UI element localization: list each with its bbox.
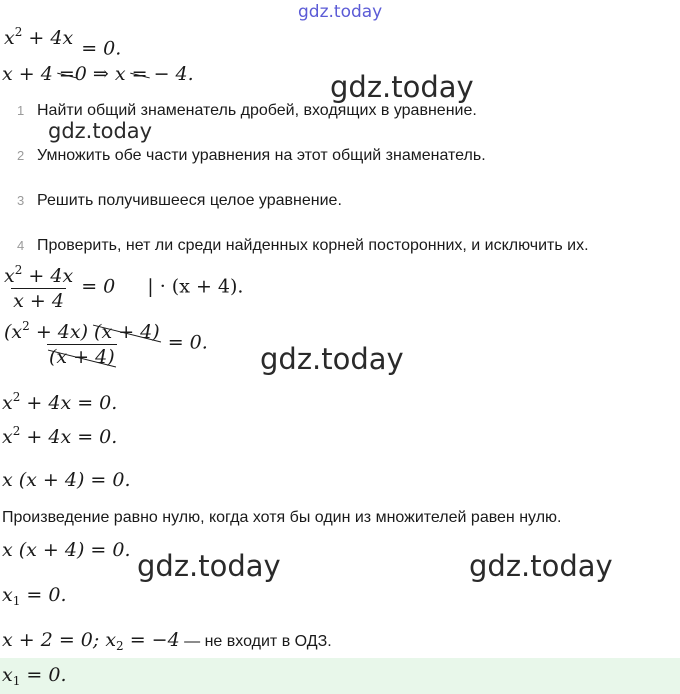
step-text: Найти общий знаменатель дробей, входящих в уравнение. [37, 102, 477, 119]
equation-multiply: $\frac{x^2 + 4x}{x + 4}$ = 0 | · (x + 4). [4, 263, 244, 312]
watermark-top: gdz.today [298, 2, 383, 22]
equation-root-excluded: x + 2 = 0; $x_2 = -4$ — не входит в ОДЗ. [2, 629, 332, 653]
equation-root: $x_1 = 0$. [2, 584, 67, 608]
watermark: gdz.today [330, 70, 474, 104]
answer: $x_1 = 0$. [2, 664, 67, 688]
watermark: gdz.today [48, 119, 153, 143]
step-text: Проверить, нет ли среди найденных корней посторонних, и исключить их. [37, 237, 589, 254]
equation-cancel: $\frac{(x^2 + 4x) (x + 4)}{(x + 4)}$ = 0. [4, 319, 208, 368]
equation-factored: x (x + 4) = 0. [2, 539, 131, 561]
step-number: 4 [17, 238, 25, 253]
step-text: Умножить обе части уравнения на этот общий знаменатель. [37, 147, 486, 164]
equation-fraction-1: $x^2 + 4x$ = 0. [4, 25, 122, 60]
watermark: gdz.today [469, 549, 613, 583]
equation-factored: x (x + 4) = 0. [2, 469, 131, 491]
watermark: gdz.today [260, 342, 404, 376]
step-text: Решить получившееся целое уравнение. [37, 192, 342, 209]
explanation-text: Произведение равно нулю, когда хотя бы один из множителей равен нулю. [2, 509, 562, 526]
step-item [17, 237, 589, 255]
answer-band [0, 658, 680, 694]
step-number: 2 [17, 148, 25, 163]
watermark: gdz.today [137, 549, 281, 583]
equation-condition: x + 4 =0 ⇒ x = − 4. [2, 63, 194, 85]
equation-line: $x^2 + 4x = 0$. [2, 424, 118, 448]
step-item [17, 102, 477, 120]
step-item [17, 147, 486, 165]
equation-line: $x^2 + 4x = 0$. [2, 390, 118, 414]
step-number: 3 [17, 193, 25, 208]
step-number: 1 [17, 103, 25, 118]
step-item [17, 192, 342, 210]
